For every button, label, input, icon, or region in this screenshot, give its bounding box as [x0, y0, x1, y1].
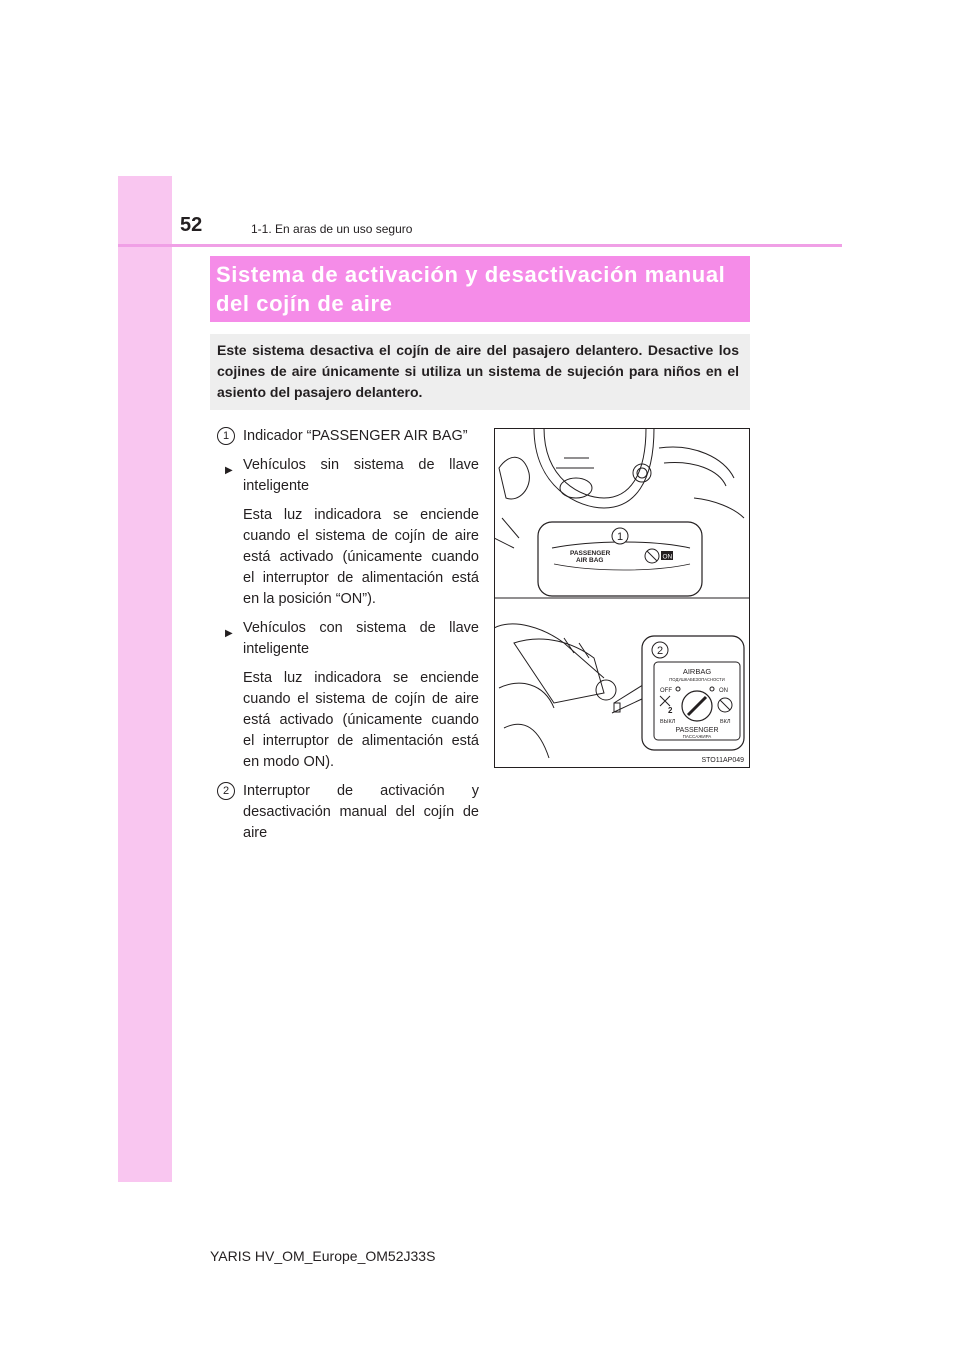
list-item — [217, 426, 479, 447]
dashboard-illustration — [494, 428, 750, 768]
section-reference: 1-1. En aras de un uso seguro — [251, 222, 413, 236]
switch-bottom-label: PASSENGER — [675, 727, 719, 734]
figure-code: STO11AP049 — [701, 757, 744, 764]
footer-document-code: YARIS HV_OM_Europe_OM52J33S — [210, 1248, 436, 1264]
switch-title-ru: ПОДУШКАБЕЗОПАСНОСТИ — [669, 677, 725, 682]
figure-callout-2: 2 — [656, 645, 664, 657]
section-title-banner — [210, 256, 750, 322]
header-divider — [118, 244, 842, 247]
callout-number: 1 — [217, 427, 235, 445]
sub-body: Esta luz indicadora se enciende cuando el sistema de cojín de aire está activado (únicamente cuando el interruptor de alimentación está en modo ON). — [243, 670, 479, 770]
sub-heading: Vehículos sin sistema de llave inteligente — [243, 457, 479, 494]
side-tab-strip — [118, 176, 172, 1182]
figure-callout-1: 1 — [616, 531, 624, 543]
intro-box — [210, 334, 750, 410]
intro-text: Este sistema desactiva el cojín de aire del pasajero delantero. Desactive los cojines de aire únicamente si utiliza un sistema de sujeción para niños en el asiento del pasajero delantero. — [217, 342, 739, 400]
switch-off-label: OFF — [660, 688, 672, 694]
switch-bottom-label-ru: ПАССАЖИРА — [682, 734, 712, 739]
sub-body: Esta luz indicadora se enciende cuando el sistema de cojín de aire está activado (únicamente cuando el interruptor de alimentación está en la posición “ON”). — [243, 507, 479, 607]
switch-title: AIRBAG — [682, 667, 712, 676]
indicator-label-1: PASSENGER — [570, 550, 611, 557]
switch-on-label-ru: ВКЛ — [720, 719, 731, 725]
indicator-on-label: ON — [662, 553, 673, 561]
item-label: Indicador “PASSENGER AIR BAG” — [243, 428, 468, 444]
svg-text:2: 2 — [668, 706, 673, 715]
sub-heading: Vehículos con sistema de llave inteligente — [243, 620, 479, 657]
switch-inset — [642, 636, 744, 750]
page-number: 52 — [180, 214, 203, 236]
callout-number: 2 — [217, 782, 235, 800]
triangle-bullet-icon: ▶ — [225, 628, 233, 639]
item-label: Interruptor de activación y desactivación manual del cojín de aire — [243, 783, 479, 841]
indicator-inset — [538, 522, 702, 596]
sub-item — [217, 618, 479, 660]
sub-item — [217, 455, 479, 497]
switch-on-label: ON — [719, 688, 728, 694]
item-list — [217, 426, 479, 844]
list-item — [217, 781, 479, 844]
triangle-bullet-icon: ▶ — [225, 465, 233, 476]
switch-off-label-ru: ВЫКЛ — [660, 719, 676, 725]
indicator-label-2: AIR BAG — [576, 557, 604, 564]
section-title: Sistema de activación y desactivación manual del cojín de aire — [216, 262, 726, 316]
